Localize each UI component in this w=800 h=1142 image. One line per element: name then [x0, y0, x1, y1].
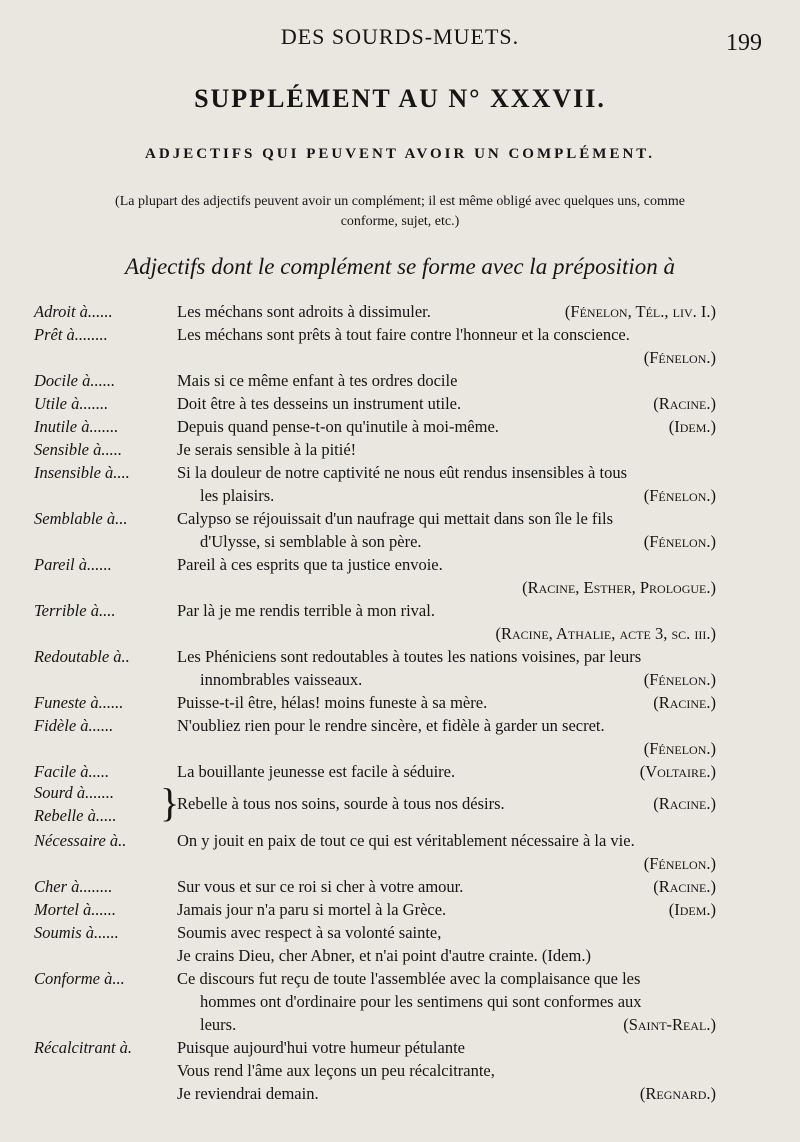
entry-head-word: Récalcitrant à. — [34, 1038, 133, 1057]
running-head: DES SOURDS-MUETS. — [280, 24, 520, 49]
entry-line — [0, 714, 800, 737]
entry-example-text: Soumis avec respect à sa volonté sainte, — [177, 923, 442, 942]
dictionary-entry — [0, 875, 800, 898]
subtitle: ADJECTIFS QUI PEUVENT AVOIR UN COMPLÉMENT. — [145, 146, 655, 162]
entry-line — [0, 944, 800, 967]
entry-example-text: La bouillante jeunesse est facile à séduire. — [177, 762, 456, 781]
entry-source: (Racine, Esther, Prologue.) — [522, 578, 716, 597]
entry-line — [0, 438, 800, 461]
dictionary-entry — [0, 553, 800, 599]
entry-source: (Fénelon.) — [643, 739, 716, 758]
entry-source: (Racine, Athalie, acte 3, sc. iii.) — [495, 624, 716, 643]
entry-line — [0, 852, 800, 875]
entry-example-text: On y jouit en paix de tout ce qui est véritablement nécessaire à la vie. — [177, 831, 635, 850]
entry-head-word: Funeste à...... — [34, 693, 124, 712]
entry-example-text: Je reviendrai demain. — [177, 1084, 319, 1103]
entry-example-text: Calypso se réjouissait d'un naufrage qui mettait dans son île le fils — [177, 509, 614, 528]
entry-line — [0, 1059, 800, 1082]
entry-source: (Fénelon.) — [643, 486, 716, 505]
dictionary-entry — [0, 760, 800, 783]
entry-source: (Idem.) — [668, 900, 716, 919]
entry-example-text: Par là je me rendis terrible à mon rival. — [177, 601, 435, 620]
entry-example-text: innombrables vaisseaux. — [200, 670, 363, 689]
entry-line — [0, 392, 800, 415]
entry-head-word: Pareil à...... — [34, 555, 112, 574]
entry-head-word: Cher à........ — [34, 877, 113, 896]
entry-example-text: Doit être à tes desseins un instrument utile. — [177, 394, 462, 413]
entry-line — [0, 346, 800, 369]
entry-line — [0, 829, 800, 852]
entry-line — [0, 599, 800, 622]
entry-head-word: Adroit à...... — [34, 302, 113, 321]
entry-example-text: hommes ont d'ordinaire pour les sentimens qui sont conformes aux — [200, 992, 642, 1011]
entry-line — [0, 737, 800, 760]
dictionary-entry — [0, 714, 800, 760]
entry-line — [0, 875, 800, 898]
entry-head-word: Prêt à........ — [34, 325, 108, 344]
entry-line — [0, 1036, 800, 1059]
entry-source: (Racine.) — [653, 877, 716, 896]
dictionary-entry — [0, 300, 800, 323]
entry-line — [0, 760, 800, 783]
entry-head-word: Inutile à....... — [34, 417, 119, 436]
entry-example-text: Sur vous et sur ce roi si cher à votre amour. — [177, 877, 464, 896]
entry-example-text: Jamais jour n'a paru si mortel à la Grèce. — [177, 900, 447, 919]
entry-head-word: Sensible à..... — [34, 440, 122, 459]
entry-example-text: les plaisirs. — [200, 486, 275, 505]
entry-line — [0, 553, 800, 576]
entry-line — [0, 668, 800, 691]
dictionary-entry — [0, 438, 800, 461]
entry-line — [0, 300, 800, 323]
entry-source: (Idem.) — [668, 417, 716, 436]
entry-head-word: Utile à....... — [34, 394, 109, 413]
entry-example-text: Les Phéniciens sont redoutables à toutes les nations voisines, par leurs — [177, 647, 642, 666]
dictionary-entry — [0, 392, 800, 415]
entry-source: (Saint-Real.) — [623, 1015, 716, 1034]
entry-example-text: Si la douleur de notre captivité ne nous eût rendus insensibles à tous — [177, 463, 627, 482]
explanatory-note — [30, 192, 770, 232]
dictionary-entry — [0, 898, 800, 921]
bracketed-entry — [0, 780, 800, 829]
entry-line — [0, 530, 800, 553]
entry-line — [0, 484, 800, 507]
entry-head-word: Redoutable à.. — [34, 647, 130, 666]
entry-example-text: Puisque aujourd'hui votre humeur pétulante — [177, 1038, 465, 1057]
entry-example-text: Les méchans sont adroits à dissimuler. — [177, 302, 431, 321]
entry-head-word: Insensible à.... — [34, 463, 130, 482]
brace-symbol: } — [160, 780, 180, 825]
entry-line — [0, 507, 800, 530]
entry-source: (Regnard.) — [639, 1084, 716, 1103]
dictionary-entry — [0, 461, 800, 507]
entry-head-word: Conforme à... — [34, 969, 125, 988]
entry-example-text: Je serais sensible à la pitié! — [177, 440, 357, 459]
dictionary-entry — [0, 415, 800, 438]
entry-line — [0, 369, 800, 392]
dictionary-entry — [0, 323, 800, 369]
entry-source: (Fénelon.) — [643, 532, 716, 551]
entry-example-text: Pareil à ces esprits que ta justice envoie. — [177, 555, 443, 574]
entry-source: (Fénelon.) — [643, 348, 716, 367]
entry-line — [0, 921, 800, 944]
entry-line — [0, 1082, 800, 1105]
dictionary-entry — [0, 599, 800, 645]
dictionary-entry — [0, 691, 800, 714]
entry-head-word: Semblable à... — [34, 509, 128, 528]
entry-line — [0, 691, 800, 714]
entry-example-text: Les méchans sont prêts à tout faire contre l'honneur et la conscience. — [177, 325, 630, 344]
entry-head-word: Fidèle à...... — [34, 716, 114, 735]
entry-line — [0, 1013, 800, 1036]
entry-source: (Racine.) — [653, 693, 716, 712]
entry-example-text: N'oubliez rien pour le rendre sincère, et fidèle à garder un secret. — [177, 716, 605, 735]
entry-example-text: Mais si ce même enfant à tes ordres docile — [177, 371, 458, 390]
page-title: SUPPLÉMENT AU N° XXXVII. — [194, 84, 606, 113]
entry-line — [0, 323, 800, 346]
dictionary-entry — [0, 1036, 800, 1105]
entry-head-word: Docile à...... — [34, 371, 116, 390]
entry-source: (Fénelon.) — [643, 854, 716, 873]
page-number: 199 — [726, 30, 762, 56]
entry-example-text: d'Ulysse, si semblable à son père. — [200, 532, 422, 551]
entry-source: (Fénelon, Tél., liv. I.) — [564, 302, 716, 321]
entry-example-text: Rebelle à tous nos soins, sourde à tous nos désirs. — [177, 794, 505, 813]
entry-line — [0, 898, 800, 921]
entry-head-word: Sourd à....... — [34, 783, 115, 802]
entry-source: (Fénelon.) — [643, 670, 716, 689]
entry-line — [0, 990, 800, 1013]
entry-head-word: Soumis à...... — [34, 923, 119, 942]
entry-head-word: Facile à..... — [34, 762, 110, 781]
dictionary-entry — [0, 507, 800, 553]
entry-line — [0, 645, 800, 668]
entry-example-text: Depuis quand pense-t-on qu'inutile à moi-même. — [177, 417, 499, 436]
entry-head-word: Nécessaire à.. — [34, 831, 127, 850]
entry-line — [0, 622, 800, 645]
dictionary-entry — [0, 829, 800, 875]
dictionary-entry — [0, 921, 800, 967]
section-heading: Adjectifs dont le complément se forme avec la préposition à — [125, 254, 675, 279]
entry-example-text: Puisse-t-il être, hélas! moins funeste à sa mère. — [177, 693, 488, 712]
entry-line — [0, 967, 800, 990]
entry-line — [0, 461, 800, 484]
entry-head-word: Terrible à.... — [34, 601, 116, 620]
entry-source: (Voltaire.) — [639, 762, 716, 781]
dictionary-entry — [0, 369, 800, 392]
note-line-1: (La plupart des adjectifs peuvent avoir un complément; il est même obligé avec quelques uns, comme — [115, 194, 685, 209]
entries-list — [0, 300, 800, 1105]
entry-example-text: leurs. — [200, 1015, 237, 1034]
entry-head-word: Rebelle à..... — [34, 806, 117, 825]
note-line-2: conforme, sujet, etc.) — [340, 214, 460, 229]
entry-line — [0, 576, 800, 599]
dictionary-entry — [0, 967, 800, 1036]
entry-example-text: Ce discours fut reçu de toute l'assemblée avec la complaisance que les — [177, 969, 641, 988]
dictionary-entry — [0, 645, 800, 691]
entry-source: (Racine.) — [653, 794, 716, 813]
entry-example-text: Vous rend l'âme aux leçons un peu récalcitrante, — [177, 1061, 495, 1080]
entry-line — [0, 415, 800, 438]
entry-example-text: Je crains Dieu, cher Abner, et n'ai point d'autre crainte. (Idem.) — [177, 946, 591, 965]
entry-head-word: Mortel à...... — [34, 900, 117, 919]
entry-source: (Racine.) — [653, 394, 716, 413]
